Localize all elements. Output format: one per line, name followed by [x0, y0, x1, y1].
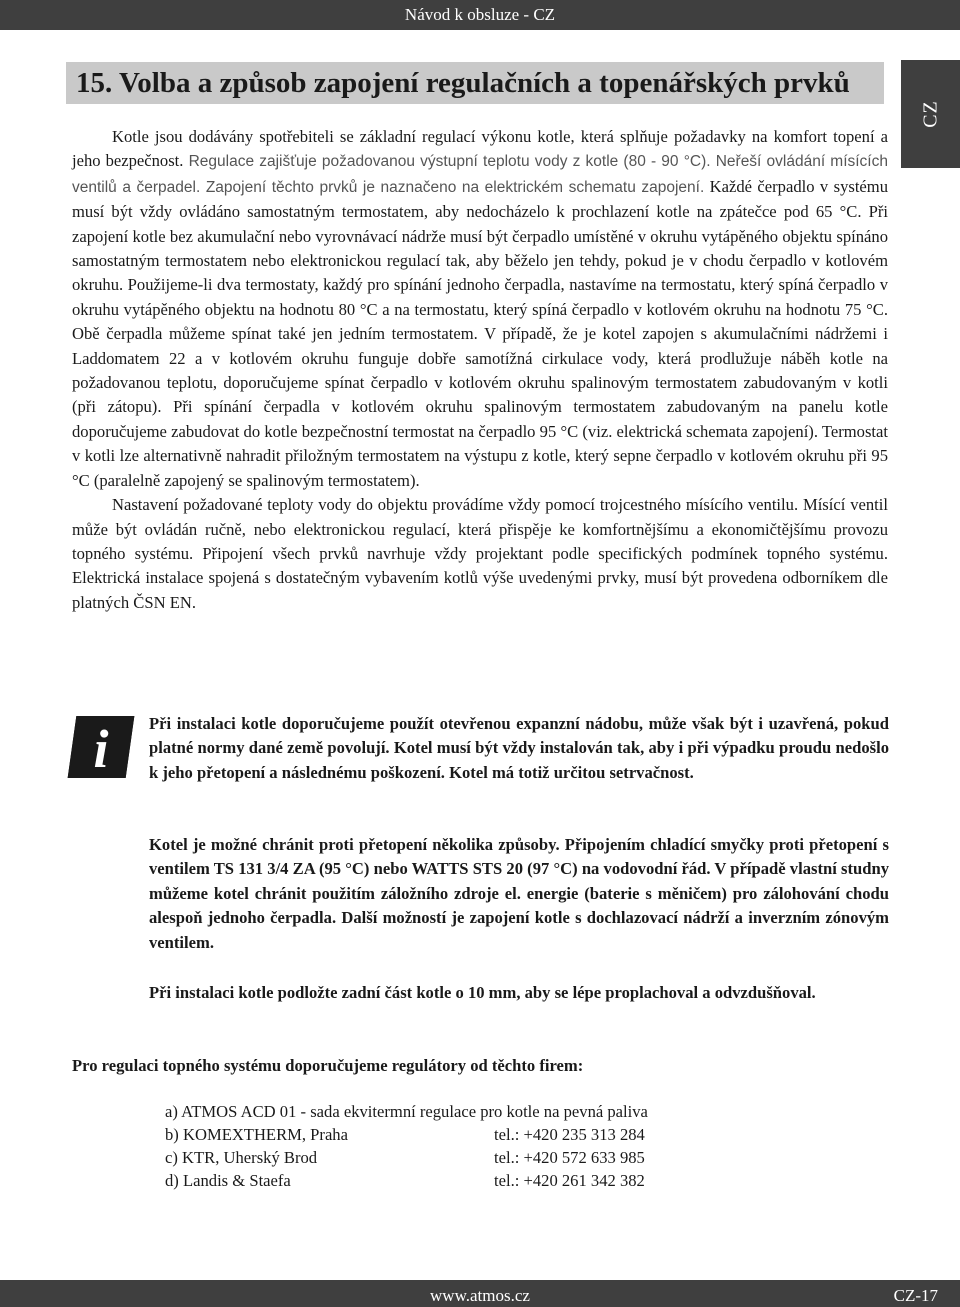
notice-boiler-tilt [149, 981, 889, 1005]
list-item [165, 1169, 805, 1192]
paragraph-1-part-1: Kotle jsou dodávány spotřebiteli se základní regulací výkonu kotle, která splňuje požadavky na komfort topení a jeho bezpečnost. [72, 127, 888, 171]
notice-text: Při instalaci kotle doporučujeme použít otevřenou expanzní nádobu, může však být i uzavřená, pokud platné normy dané země povolují. Kotel musí být vždy instalován tak, aby i při výpadku proudu nedošlo k jeho přetopení a následnému poškození. Kotel má totiž určitou setrvačnost. [149, 714, 889, 782]
regulator-name: c) KTR, Uherský Brod [165, 1148, 318, 1167]
regulators-heading: Pro regulaci topného systému doporučujeme regulátory od těchto firem: [72, 1056, 584, 1075]
page-number: CZ-17 [893, 1286, 938, 1305]
regulator-name: a) ATMOS ACD 01 - sada ekvitermní regulace pro kotle na pevná paliva [165, 1102, 648, 1121]
body-text [72, 125, 888, 615]
footer-url: www.atmos.cz [430, 1286, 530, 1305]
header-bar [0, 0, 960, 30]
regulator-phone: tel.: +420 235 313 284 [494, 1125, 645, 1144]
notice-overheating-protection [149, 833, 889, 955]
paragraph-1-part-3: Každé čerpadlo v systému musí být vždy ovládáno samostatným termostatem, aby nedocházelo k prochlazení kotle na zpátečce pod 65 °C. Při zapojení kotle bez akumulační nebo vyrovnávací nádrže musí být čerpadlo umístěné v okruhu vytápěného objektu spínáno samostatným termostatem nebo elektronickou regulací tak, aby běželo jen tehdy, pokud je v chodu čerpadlo v kotlovém okruhu. Použijeme-li dva termostaty, každý pro spínání jednoho čerpadla, nastavíme na termostatu, který spíná čerpadlo v okruhu vytápěného objektu na hodnotu 80 °C a na termostatu, který spíná čerpadlo v kotlovém okruhu na hodnotu 75 °C. Obě čerpadla můžeme spínat také jen jedním termostatem. V případě, že je kotel zapojen s akumulačními nádržemi i Laddomatem 22 a v kotlovém okruhu funguje dobře samotížná cirkulace vody, která prodlužuje náběh kotle na požadovanou teplotu, doporučujeme spínat čerpadlo v kotlovém okruhu spalinovým termostatem zabudovaným v kotli (při zátopu). Při spínání čerpadla v kotlovém okruhu spalinovým termostatem zabudovaným na panelu kotle doporučujeme zabudovat do kotle bezpečnostní termostat na čerpadlo 95 °C (viz. elektrická schemata zapojení). Termostat v kotli lze alternativně nahradit přiložným termostatem na výstupu z kotle, který sepne čerpadlo v kotlovém okruhu při 95 °C (paralelně zapojený se spalinovým termostatem). [72, 176, 888, 490]
section-title: 15. Volba a způsob zapojení regulačních a topenářských prvků [66, 62, 884, 104]
regulator-phone: tel.: +420 261 342 382 [494, 1171, 645, 1190]
list-item [165, 1146, 805, 1169]
info-icon-glyph: i [93, 719, 109, 779]
paragraph-1 [72, 125, 888, 493]
regulator-name: b) KOMEXTHERM, Praha [165, 1125, 348, 1144]
language-tab [901, 60, 960, 168]
notice-text: Kotel je možné chránit proti přetopení několika způsoby. Připojením chladící smyčky proti přetopení s ventilem TS 131 3/4 ZA (95 °C) nebo WATTS STS 20 (97 °C) na vodovodní řád. V případě vlastní studny můžeme kotel chránit použitím záložního zdroje el. energie (baterie s měničem) pro zálohování chodu alespoň jednoho čerpadla. Další možností je zapojení kotle s dochlazovací nádrží a inverzním zónovým ventilem. [149, 835, 889, 952]
notice-expansion-vessel [149, 712, 889, 785]
paragraph-2: Nastavení požadované teploty vody do objektu provádíme vždy pomocí trojcestného mísícího ventilu. Mísící ventil může být ovládán ručně, nebo elektronickou regulací, která přispěje ke komfortnějšímu a ekonomičtějšímu provozu topného systému. Připojení všech prvků navrhuje vždy projektant podle specifických podmínek topného systému. Elektrická instalace spojená s dostatečným vybavením kotlů výše uvedenými prvky, musí být provedena odborníkem dle platných ČSN EN. [72, 495, 888, 612]
list-item [165, 1123, 805, 1146]
paragraph-1-part-2: Regulace zajišťuje požadovanou výstupní teplotu vody z kotle (80 - 90 °C). Neřeší ovládání mísících ventilů a čerpadel. Zapojení těchto prvků je naznačeno na elektrickém schematu zapojení. [72, 153, 888, 196]
notice-text: Při instalaci kotle podložte zadní část kotle o 10 mm, aby se lépe proplachoval a odvzdušňoval. [149, 983, 816, 1002]
header-title: Návod k obsluze - CZ [404, 5, 556, 24]
regulators-list [165, 1100, 805, 1192]
info-icon [68, 716, 135, 778]
regulator-name: d) Landis & Staefa [165, 1171, 291, 1190]
regulator-phone: tel.: +420 572 633 985 [494, 1148, 645, 1167]
language-tab-label: CZ [919, 100, 941, 128]
list-item [165, 1100, 805, 1123]
